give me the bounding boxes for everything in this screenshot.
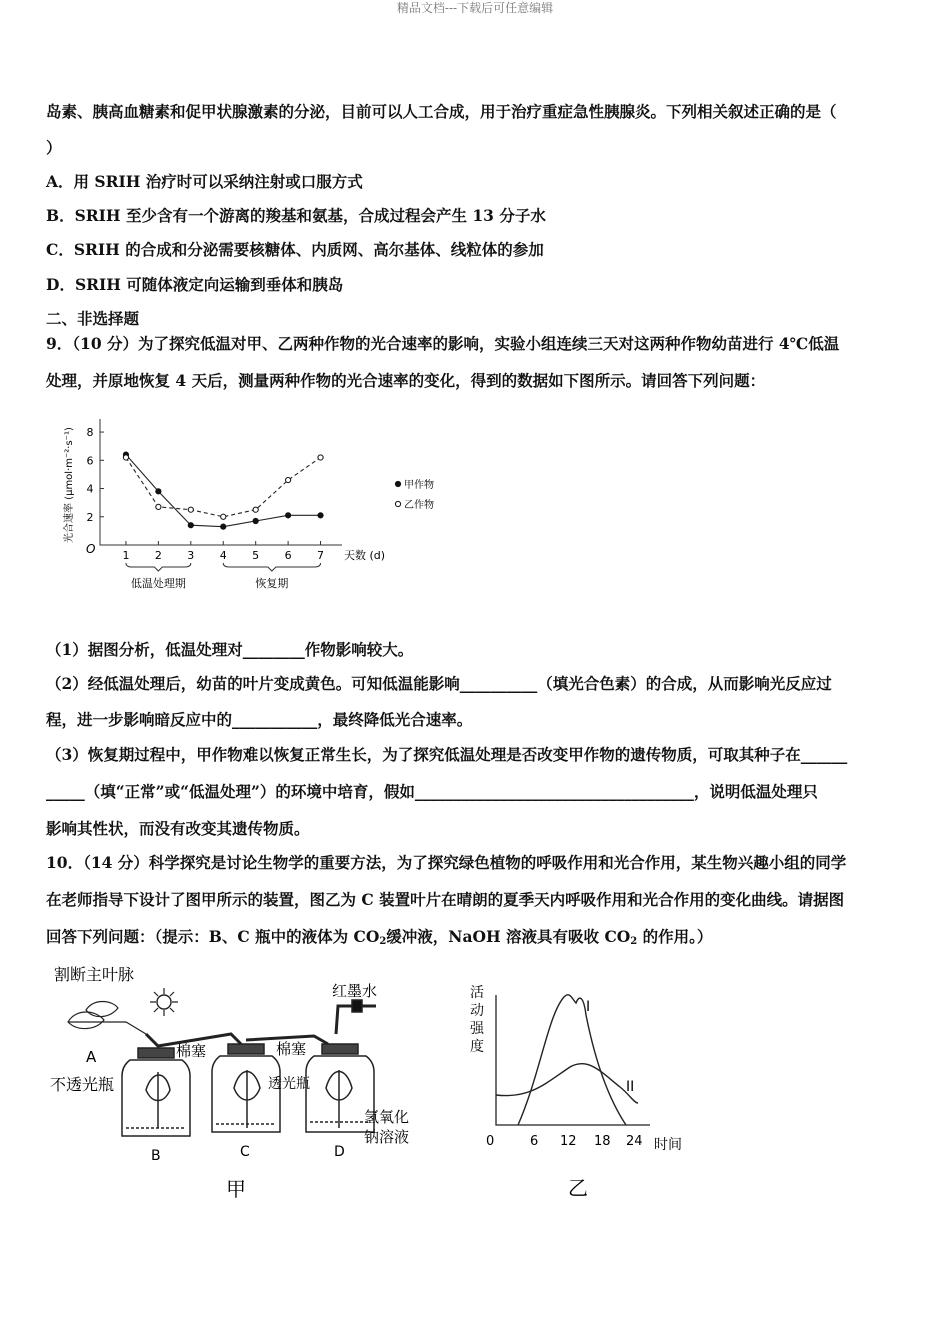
axes (496, 995, 650, 1125)
curve-i (518, 995, 626, 1125)
y-label-char-2: 动 (470, 1003, 484, 1019)
x-tick-label: 3 (187, 549, 195, 562)
sun-icon (150, 988, 178, 1016)
x-tick-6: 6 (530, 1134, 539, 1149)
page-header: 精品文档---下载后可任意编辑 (396, 1, 554, 15)
series-point-1 (221, 524, 226, 529)
legend-label-1: 甲作物 (404, 480, 434, 491)
x-tick-label: 1 (122, 549, 130, 562)
y-label-char-1: 活 (470, 985, 484, 1001)
label-opaque-bottle: 不透光瓶 (50, 1075, 115, 1094)
curve-i-label: I (586, 999, 591, 1015)
q10-stem-line-1: 10．（14 分）科学探究是讨论生物学的重要方法，为了探究绿色植物的呼吸作用和光合作用，某生物兴趣小组的同学 (46, 853, 847, 872)
x-axis-label: 天数 (d) (344, 549, 386, 562)
label-d: D (334, 1144, 345, 1160)
option-c: C．SRIH 的合成和分泌需要核糖体、内质网、高尔基体、线粒体的参加 (46, 240, 544, 259)
legend-label-2: 乙作物 (404, 500, 434, 511)
series-point-1 (318, 513, 323, 518)
series-point-1 (156, 489, 161, 494)
series-point-2 (156, 504, 161, 509)
label-red-ink: 红墨水 (332, 982, 378, 1000)
y-label-char-4: 度 (470, 1039, 484, 1055)
option-b: B．SRIH 至少含有一个游离的羧基和氨基，合成过程会产生 13 分子水 (46, 206, 546, 225)
q9-part-2-line-2: 程，进一步影响暗反应中的___________，最终降低光合速率。 (46, 710, 473, 729)
x-tick-label: 4 (219, 549, 227, 562)
x-tick-18: 18 (594, 1134, 611, 1149)
q8-stem-line: 岛素、胰高血糖素和促甲状腺激素的分泌，目前可以人工合成，用于治疗重症急性胰腺炎。下列相关叙述正确的是（ (46, 102, 837, 121)
q9-part-1: （1）据图分析，低温处理对________作物影响较大。 (46, 640, 414, 659)
y-tick-label: 4 (86, 482, 94, 496)
label-b: B (151, 1148, 161, 1164)
period-label-recovery: 恢复期 (255, 577, 289, 590)
x-tick-label: 5 (252, 549, 260, 562)
y-tick-label: 8 (86, 426, 94, 440)
y-tick-label: 6 (86, 454, 94, 468)
bottle-b (122, 1048, 190, 1136)
legend-marker-1 (395, 481, 400, 486)
curve-ii (496, 1064, 638, 1103)
q9-part-3-line-2: _____（填“正常”或“低温处理”）的环境中培育，假如____________________________________，说明低温处理只 (46, 782, 818, 801)
label-cotton-2: 棉塞 (276, 1040, 307, 1058)
x-tick-label: 2 (154, 549, 162, 562)
x-label: 时间 (654, 1137, 682, 1153)
q9-stem-line-2: 处理，并原地恢复 4 天后，测量两种作物的光合速率的变化，得到的数据如下图所示。请回答下列问题： (46, 371, 766, 390)
brace-cold-period (126, 563, 191, 571)
origin-label: O (86, 542, 96, 556)
series-point-2 (221, 514, 226, 519)
label-cotton-1: 棉塞 (176, 1042, 207, 1060)
caption-yi: 乙 (568, 1176, 588, 1200)
option-d: D．SRIH 可随体液定向运输到垂体和胰岛 (46, 275, 344, 294)
series-point-1 (286, 513, 291, 518)
label-cut-vein: 割断主叶脉 (54, 965, 135, 984)
y-axis-label: 光合速率 (μmol·m⁻²·s⁻¹) (64, 427, 75, 543)
label-naoh-1: 氢氧化 (364, 1108, 410, 1126)
y-label-char-3: 强 (470, 1021, 484, 1037)
curve-ii-label: II (626, 1079, 635, 1095)
option-a: A．用 SRIH 治疗时可以采纳注射或口服方式 (46, 172, 363, 191)
x-tick-12: 12 (560, 1134, 577, 1149)
label-c: C (240, 1144, 250, 1160)
q8-stem-close: ） (46, 138, 62, 157)
x-tick-0: 0 (486, 1134, 495, 1149)
series-point-2 (318, 455, 323, 460)
x-tick-label: 7 (317, 549, 325, 562)
series-point-1 (253, 518, 258, 523)
y-tick-label: 2 (86, 510, 94, 524)
x-tick-label: 6 (284, 549, 292, 562)
series-point-2 (253, 507, 258, 512)
caption-jia: 甲 (226, 1177, 246, 1201)
q10-stem-line-3: 回答下列问题：（提示：B、C 瓶中的液体为 $CO_2$缓冲液，NaOH 溶液具有吸收 $CO_2$ 的作用。） (46, 927, 713, 947)
brace-recovery-period (223, 563, 320, 571)
activity-curve-figure (460, 975, 700, 1205)
q9-part-3-line-3: 影响其性状，而没有改变其遗传物质。 (46, 819, 310, 838)
label-naoh-2: 钠溶液 (364, 1128, 410, 1146)
legend-marker-2 (395, 501, 400, 506)
section-title: 二、非选择题 (46, 309, 140, 328)
series-point-2 (123, 455, 128, 460)
label-a: A (86, 1048, 97, 1066)
q9-part-2-line-1: （2）经低温处理后，幼苗的叶片变成黄色。可知低温能影响__________（填光合色素）的合成，从而影响光反应过 (46, 674, 832, 693)
q10-stem-line-2: 在老师指导下设计了图甲所示的装置，图乙为 C 装置叶片在晴朗的夏季天内呼吸作用和光合作用的变化曲线。请据图 (46, 890, 845, 909)
label-clear-bottle: 透光瓶 (268, 1076, 310, 1092)
photosynthesis-chart (60, 410, 470, 590)
q9-part-3-line-1: （3）恢复期过程中，甲作物难以恢复正常生长，为了探究低温处理是否改变甲作物的遗传物质，可取其种子在______ (46, 745, 848, 764)
q9-stem-line-1: 9．（10 分）为了探究低温对甲、乙两种作物的光合速率的影响，实验小组连续三天对这两种作物幼苗进行 4℃低温 (46, 334, 840, 353)
series-point-2 (286, 477, 291, 482)
series-point-1 (188, 523, 193, 528)
period-label-cold: 低温处理期 (130, 577, 186, 590)
connecting-tubes (146, 1006, 376, 1046)
x-tick-24: 24 (626, 1134, 643, 1149)
leaf-a-icon (68, 1002, 146, 1035)
apparatus-figure (46, 960, 416, 1210)
series-point-2 (188, 507, 193, 512)
